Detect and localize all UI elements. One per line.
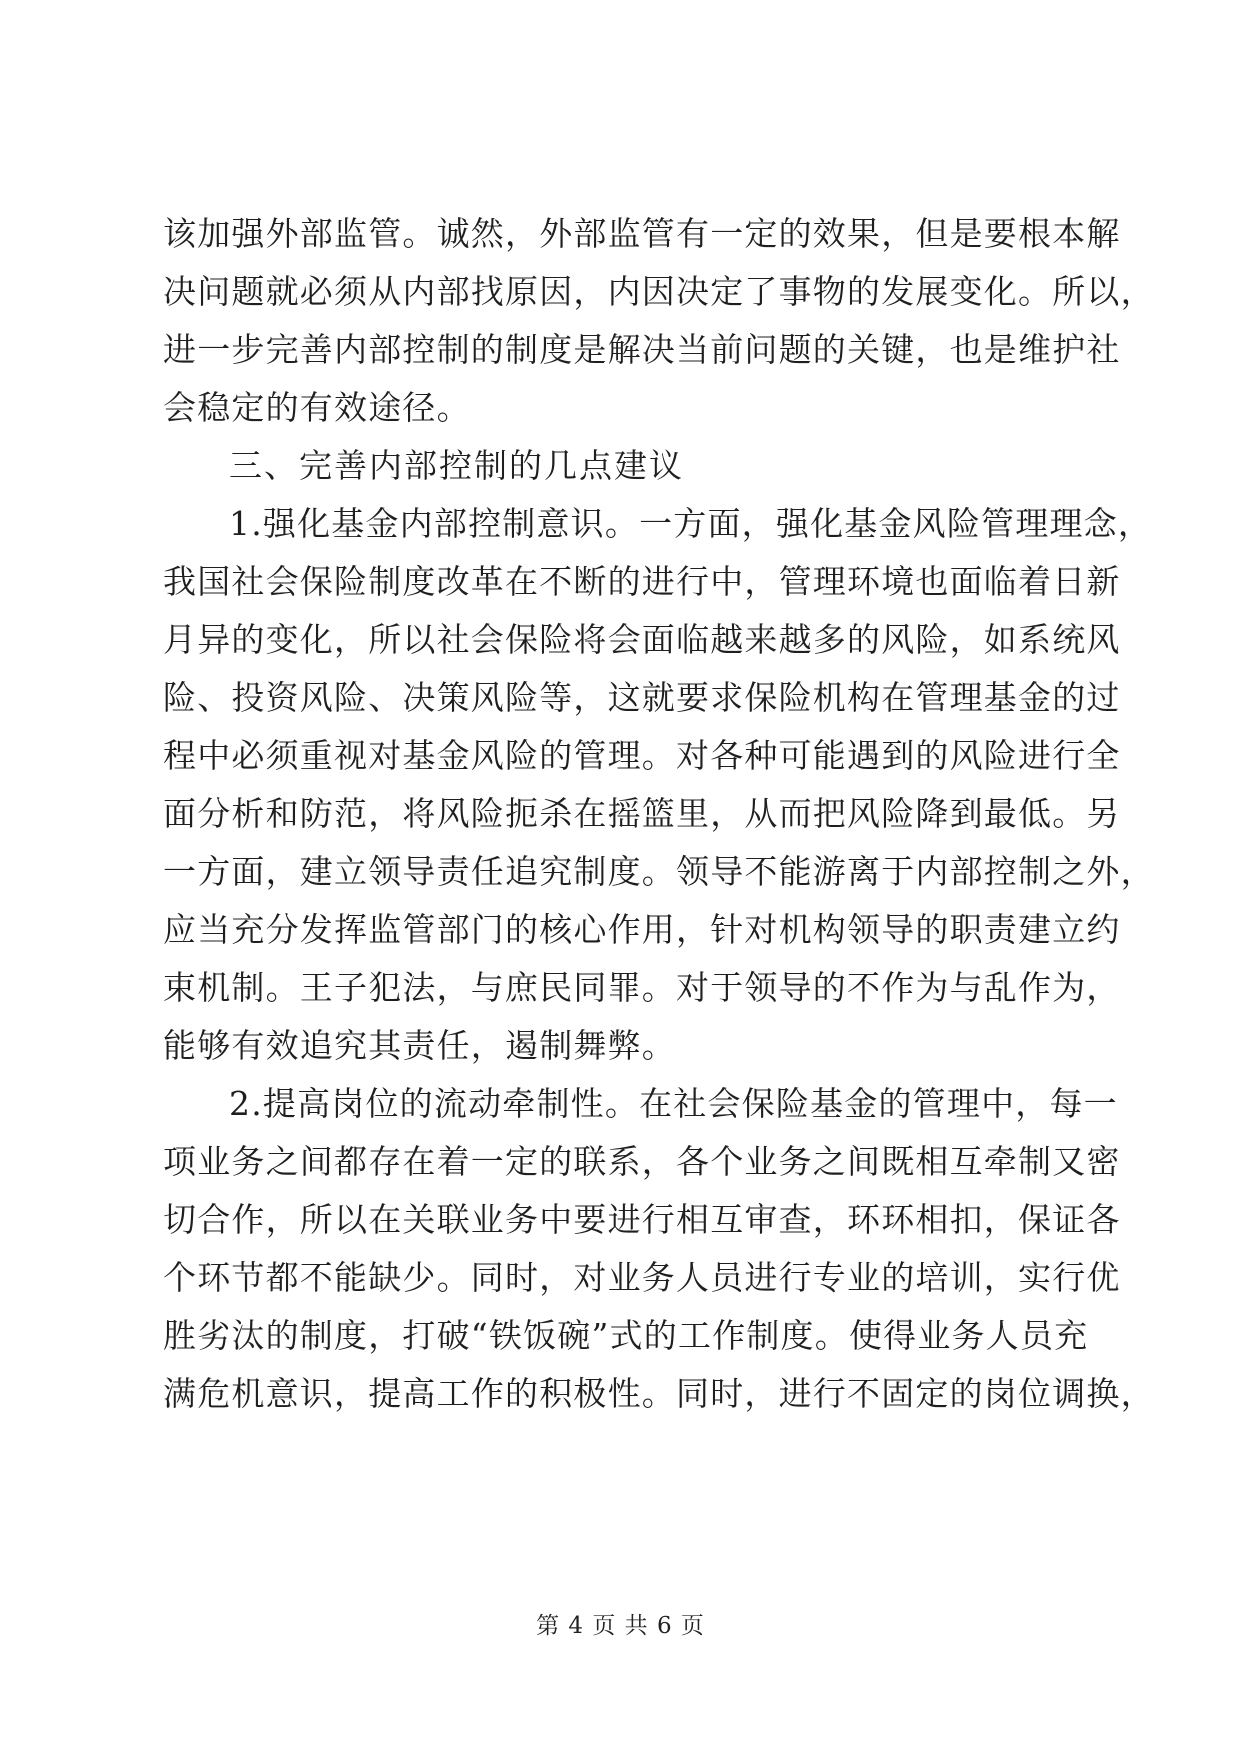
text-line: 我国社会保险制度改革在不断的进行中，管理环境也面临着日新 bbox=[163, 562, 1121, 601]
text-line: 程中必须重视对基金风险的管理。对各种可能遇到的风险进行全 bbox=[163, 736, 1121, 775]
text-line: 决问题就必须从内部找原因，内因决定了事物的发展变化。所以， bbox=[163, 272, 1155, 311]
text-line: 该加强外部监管。诚然，外部监管有一定的效果，但是要根本解 bbox=[163, 214, 1121, 253]
section-heading: 三、完善内部控制的几点建议 bbox=[229, 446, 684, 485]
text-line: 能够有效追究其责任，遏制舞弊。 bbox=[163, 1026, 676, 1065]
text-line: 险、投资风险、决策风险等，这就要求保险机构在管理基金的过 bbox=[163, 678, 1121, 717]
text-line: 面分析和防范，将风险扼杀在摇篮里，从而把风险降到最低。另 bbox=[163, 794, 1121, 833]
text-line: 满危机意识，提高工作的积极性。同时，进行不固定的岗位调换， bbox=[163, 1374, 1155, 1413]
text-line: 应当充分发挥监管部门的核心作用，针对机构领导的职责建立约 bbox=[163, 910, 1121, 949]
document-body bbox=[163, 205, 1155, 1423]
text-line: 月异的变化，所以社会保险将会面临越来越多的风险，如系统风 bbox=[163, 620, 1121, 659]
page-number-footer: 第 4 页 共 6 页 bbox=[536, 1613, 705, 1639]
paragraph-first-line: 2.提高岗位的流动牵制性。在社会保险基金的管理中，每一 bbox=[229, 1084, 1118, 1123]
text-line: 胜劣汰的制度，打破“铁饭碗”式的工作制度。使得业务人员充 bbox=[163, 1316, 1089, 1355]
text-line: 项业务之间都存在着一定的联系，各个业务之间既相互牵制又密 bbox=[163, 1142, 1121, 1181]
text-line: 切合作，所以在关联业务中要进行相互审查，环环相扣，保证各 bbox=[163, 1200, 1121, 1239]
text-line: 进一步完善内部控制的制度是解决当前问题的关键，也是维护社 bbox=[163, 330, 1121, 369]
text-line: 一方面，建立领导责任追究制度。领导不能游离于内部控制之外， bbox=[163, 852, 1155, 891]
text-line: 个环节都不能缺少。同时，对业务人员进行专业的培训，实行优 bbox=[163, 1258, 1121, 1297]
text-line: 束机制。王子犯法，与庶民同罪。对于领导的不作为与乱作为， bbox=[163, 968, 1121, 1007]
text-line: 会稳定的有效途径。 bbox=[163, 388, 471, 427]
paragraph-first-line: 1.强化基金内部控制意识。一方面，强化基金风险管理理念， bbox=[229, 504, 1153, 543]
